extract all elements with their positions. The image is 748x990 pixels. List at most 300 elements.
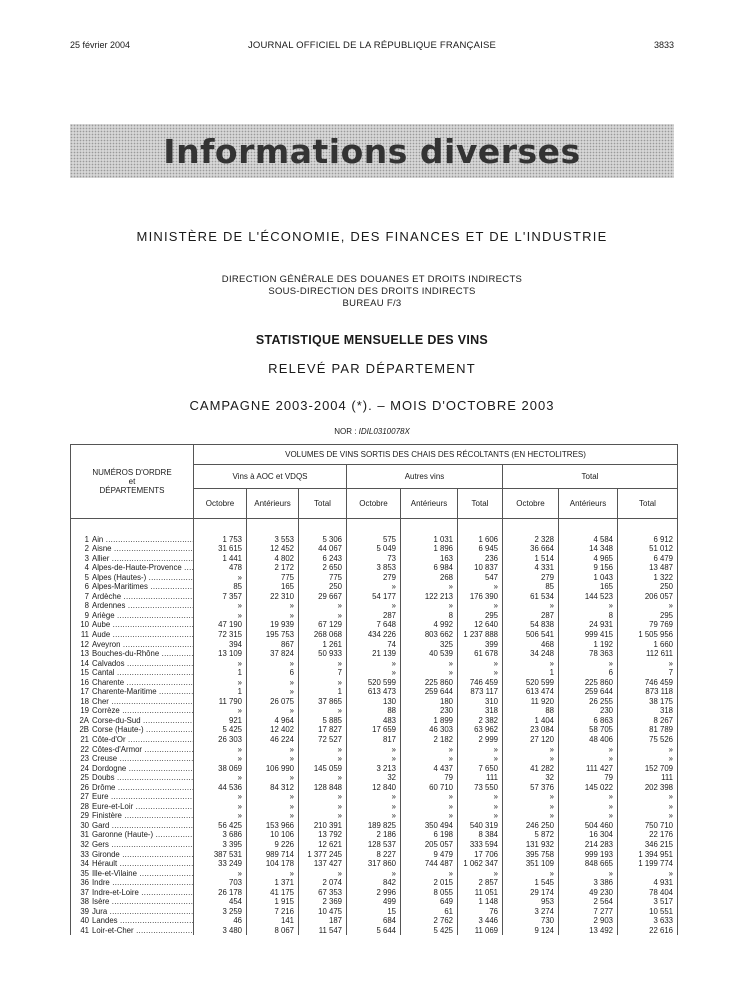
value-cell: 5 306 (299, 535, 347, 545)
department-name: Corse (Haute-) ..... (92, 725, 194, 734)
value-cell: » (503, 792, 559, 802)
value-cell: 29 174 (503, 888, 559, 898)
table-row (71, 802, 678, 812)
department-code: 16 (80, 677, 89, 687)
value-cell: 2 015 (401, 878, 458, 888)
department-name: Alpes (Hautes-) ..... (92, 573, 194, 582)
value-cell: » (247, 601, 299, 611)
value-cell: 12 621 (299, 840, 347, 850)
table-row (71, 544, 678, 554)
table-row (71, 659, 678, 669)
value-cell: 3 480 (194, 926, 247, 936)
value-cell: 79 (559, 773, 618, 783)
table-row (71, 706, 678, 716)
value-cell: 225 860 (401, 678, 458, 688)
value-cell: 5 049 (347, 544, 401, 554)
group-header-total: Total (503, 465, 678, 489)
department-name: Aude ..... (92, 630, 194, 639)
value-cell: » (503, 601, 559, 611)
value-cell: 24 931 (559, 620, 618, 630)
value-cell: » (458, 754, 503, 764)
subheader-total-octobre: Octobre (503, 489, 559, 519)
value-cell: » (559, 802, 618, 812)
value-cell: 4 931 (618, 878, 678, 888)
value-cell: 165 (559, 582, 618, 592)
table-row (71, 878, 678, 888)
corner-header (71, 445, 194, 519)
value-cell: 387 531 (194, 850, 247, 860)
table-row (71, 678, 678, 688)
value-cell: 79 769 (618, 620, 678, 630)
department-name: Aveyron ..... (92, 640, 194, 649)
value-cell: » (401, 754, 458, 764)
value-cell: 40 539 (401, 649, 458, 659)
department-code: 30 (80, 820, 89, 830)
value-cell: » (299, 869, 347, 879)
department-cell (71, 620, 194, 630)
value-cell: » (618, 792, 678, 802)
value-cell: 1 031 (401, 535, 458, 545)
value-cell: » (401, 601, 458, 611)
value-cell: 37 865 (299, 697, 347, 707)
value-cell: » (401, 811, 458, 821)
value-cell: » (194, 601, 247, 611)
value-cell: 61 678 (458, 649, 503, 659)
department-cell (71, 706, 194, 716)
value-cell: 36 664 (503, 544, 559, 554)
department-cell (71, 630, 194, 640)
table-row (71, 897, 678, 907)
value-cell: 141 (247, 916, 299, 926)
value-cell: 128 848 (299, 783, 347, 793)
department-cell (71, 907, 194, 917)
value-cell: 3 853 (347, 563, 401, 573)
value-cell: 333 594 (458, 840, 503, 850)
value-cell: 26 255 (559, 697, 618, 707)
department-name: Alpes-Maritimes ..... (92, 582, 194, 591)
department-cell (71, 601, 194, 611)
value-cell: 1 394 951 (618, 850, 678, 860)
value-cell: » (299, 773, 347, 783)
value-cell: 3 517 (618, 897, 678, 907)
department-code: 9 (84, 610, 89, 620)
value-cell: 21 139 (347, 649, 401, 659)
value-cell: 7 216 (247, 907, 299, 917)
department-code: 36 (80, 878, 89, 888)
table-row (71, 764, 678, 774)
value-cell: » (299, 706, 347, 716)
value-cell: 131 932 (503, 840, 559, 850)
value-cell: 23 084 (503, 725, 559, 735)
page-number: 3833 (653, 40, 674, 50)
value-cell: 3 386 (559, 878, 618, 888)
department-code: 2A (79, 715, 89, 725)
group-header-autres: Autres vins (347, 465, 503, 489)
department-cell (71, 821, 194, 831)
value-cell: 7 650 (458, 764, 503, 774)
value-cell: » (559, 745, 618, 755)
department-code: 14 (80, 658, 89, 668)
department-cell (71, 754, 194, 764)
value-cell: 6 863 (559, 716, 618, 726)
department-cell (71, 735, 194, 745)
value-cell: 1 404 (503, 716, 559, 726)
table-row (71, 725, 678, 735)
value-cell: 1 322 (618, 573, 678, 583)
department-code: 1 (84, 534, 89, 544)
section-banner (70, 124, 674, 178)
value-cell: 34 248 (503, 649, 559, 659)
value-cell: » (618, 659, 678, 669)
value-cell: » (618, 811, 678, 821)
value-cell: 1 545 (503, 878, 559, 888)
department-code: 41 (80, 925, 89, 935)
value-cell: 1 514 (503, 554, 559, 564)
value-cell: » (247, 745, 299, 755)
value-cell: 17 706 (458, 850, 503, 860)
department-cell (71, 830, 194, 840)
value-cell: 346 215 (618, 840, 678, 850)
department-name: Corrèze ..... (92, 706, 194, 715)
value-cell: » (503, 745, 559, 755)
department-code: 23 (80, 754, 89, 764)
value-cell: 26 178 (194, 888, 247, 898)
value-cell: » (347, 582, 401, 592)
value-cell: 246 250 (503, 821, 559, 831)
value-cell: 37 824 (247, 649, 299, 659)
department-cell (71, 554, 194, 564)
value-cell: 7 277 (559, 907, 618, 917)
subheader-aoc-octobre: Octobre (194, 489, 247, 519)
value-cell: 6 479 (618, 554, 678, 564)
value-cell: » (618, 869, 678, 879)
value-cell: 5 885 (299, 716, 347, 726)
value-cell: 47 190 (194, 620, 247, 630)
page-header (70, 40, 674, 54)
value-cell: 2 382 (458, 716, 503, 726)
value-cell: 4 331 (503, 563, 559, 573)
value-cell: 649 (401, 897, 458, 907)
value-cell: » (458, 792, 503, 802)
table-row (71, 783, 678, 793)
value-cell: 75 526 (618, 735, 678, 745)
value-cell: » (458, 582, 503, 592)
value-cell: 48 406 (559, 735, 618, 745)
value-cell: 504 460 (559, 821, 618, 831)
value-cell: 85 (194, 582, 247, 592)
value-cell: 74 (347, 640, 401, 650)
value-cell: 350 494 (401, 821, 458, 831)
value-cell: 6 945 (458, 544, 503, 554)
value-cell: 58 705 (559, 725, 618, 735)
department-cell (71, 926, 194, 936)
value-cell: 318 (458, 706, 503, 716)
value-cell: 1 192 (559, 640, 618, 650)
subheader-autres-octobre: Octobre (347, 489, 401, 519)
value-cell: 27 120 (503, 735, 559, 745)
value-cell: 60 710 (401, 783, 458, 793)
department-cell (71, 659, 194, 669)
value-cell: 873 118 (618, 687, 678, 697)
value-cell: » (247, 706, 299, 716)
value-cell: 78 404 (618, 888, 678, 898)
department-cell (71, 678, 194, 688)
department-cell (71, 611, 194, 621)
department-code: 2 (84, 544, 89, 554)
value-cell: 520 599 (503, 678, 559, 688)
department-code: 3 (84, 553, 89, 563)
department-cell (71, 745, 194, 755)
value-cell: 180 (401, 697, 458, 707)
value-cell: » (559, 601, 618, 611)
wine-statistics-table (70, 444, 678, 935)
department-cell (71, 859, 194, 869)
value-cell: 1 261 (299, 640, 347, 650)
value-cell: 540 319 (458, 821, 503, 831)
department-cell (71, 840, 194, 850)
value-cell: 2 996 (347, 888, 401, 898)
table-row (71, 649, 678, 659)
value-cell: » (299, 601, 347, 611)
value-cell: » (194, 706, 247, 716)
department-code: 2B (79, 725, 89, 735)
department-cell (71, 687, 194, 697)
department-name: Calvados ..... (92, 659, 194, 668)
department-cell (71, 869, 194, 879)
value-cell: » (194, 659, 247, 669)
value-cell: 1 915 (247, 897, 299, 907)
value-cell: 250 (618, 582, 678, 592)
value-cell: 130 (347, 697, 401, 707)
subheader-autres-anterieurs: Antérieurs (401, 489, 458, 519)
department-name: Jura ..... (92, 907, 194, 916)
value-cell: » (458, 601, 503, 611)
value-cell: 187 (299, 916, 347, 926)
value-cell: 14 348 (559, 544, 618, 554)
value-cell: 5 872 (503, 830, 559, 840)
department-name: Charente-Maritime ..... (92, 687, 194, 696)
department-code: 6 (84, 582, 89, 592)
value-cell: 989 714 (247, 850, 299, 860)
value-cell: 8 267 (618, 716, 678, 726)
value-cell: 395 758 (503, 850, 559, 860)
value-cell: 12 452 (247, 544, 299, 554)
table-row (71, 926, 678, 936)
value-cell: 5 425 (401, 926, 458, 936)
value-cell: 1 753 (194, 535, 247, 545)
value-cell: 268 068 (299, 630, 347, 640)
value-cell: » (194, 573, 247, 583)
table-row (71, 563, 678, 573)
table-row (71, 573, 678, 583)
direction-block (70, 274, 674, 310)
department-code: 31 (80, 830, 89, 840)
value-cell: 11 547 (299, 926, 347, 936)
department-code: 5 (84, 572, 89, 582)
value-cell: 4 965 (559, 554, 618, 564)
value-cell: 1 505 956 (618, 630, 678, 640)
department-cell (71, 563, 194, 573)
value-cell: 214 283 (559, 840, 618, 850)
value-cell: 29 667 (299, 592, 347, 602)
department-code: 39 (80, 906, 89, 916)
value-cell: 547 (458, 573, 503, 583)
value-cell: » (401, 802, 458, 812)
table-row (71, 773, 678, 783)
value-cell: 46 (194, 916, 247, 926)
value-cell: 202 398 (618, 783, 678, 793)
value-cell: 4 992 (401, 620, 458, 630)
nor-label: NOR : (334, 427, 357, 436)
value-cell: 15 (347, 907, 401, 917)
value-cell: 351 109 (503, 859, 559, 869)
value-cell: 2 650 (299, 563, 347, 573)
statistics-title: STATISTIQUE MENSUELLE DES VINS (255, 333, 489, 347)
table-row (71, 907, 678, 917)
department-name: Bouches-du-Rhône ..... (92, 649, 194, 658)
department-name: Ariège ..... (92, 611, 194, 620)
value-cell: » (247, 869, 299, 879)
value-cell: 295 (458, 611, 503, 621)
value-cell: 259 644 (559, 687, 618, 697)
department-name: Ardennes ..... (92, 601, 194, 610)
value-cell: 78 363 (559, 649, 618, 659)
table-row (71, 716, 678, 726)
value-cell: 2 564 (559, 897, 618, 907)
department-code: 7 (84, 591, 89, 601)
value-cell: » (559, 792, 618, 802)
department-cell (71, 697, 194, 707)
value-cell: 2 172 (247, 563, 299, 573)
value-cell: 703 (194, 878, 247, 888)
value-cell: 3 686 (194, 830, 247, 840)
direction-line-3: BUREAU F/3 (342, 298, 402, 309)
subheader-autres-total: Total (458, 489, 503, 519)
subheader-aoc-total: Total (299, 489, 347, 519)
value-cell: » (247, 754, 299, 764)
department-name: Finistère ..... (92, 811, 194, 820)
department-name: Drôme ..... (92, 783, 194, 792)
value-cell: 250 (299, 582, 347, 592)
value-cell: 1 043 (559, 573, 618, 583)
value-cell: 137 427 (299, 859, 347, 869)
value-cell: » (618, 802, 678, 812)
value-cell: 4 437 (401, 764, 458, 774)
department-cell (71, 640, 194, 650)
value-cell: » (299, 745, 347, 755)
subheader-total-total: Total (618, 489, 678, 519)
department-name: Cher ..... (92, 697, 194, 706)
department-name: Gers ..... (92, 840, 194, 849)
publication-date: 25 février 2004 (70, 40, 131, 50)
department-cell (71, 878, 194, 888)
value-cell: » (247, 773, 299, 783)
department-name: Ille-et-Vilaine ..... (92, 869, 194, 878)
value-cell: » (299, 754, 347, 764)
department-code: 19 (80, 706, 89, 716)
nor-reference (70, 427, 674, 436)
value-cell: 38 069 (194, 764, 247, 774)
department-code: 35 (80, 868, 89, 878)
department-code: 27 (80, 792, 89, 802)
department-cell (71, 582, 194, 592)
value-cell: 32 (347, 773, 401, 783)
table-row (71, 554, 678, 564)
value-cell: » (247, 659, 299, 669)
value-cell: 106 990 (247, 764, 299, 774)
value-cell: » (347, 659, 401, 669)
value-cell: » (194, 611, 247, 621)
department-cell (71, 649, 194, 659)
value-cell: 575 (347, 535, 401, 545)
value-cell: 295 (618, 611, 678, 621)
direction-line-2: SOUS-DIRECTION DES DROITS INDIRECTS (268, 286, 476, 297)
direction-line-1: DIRECTION GÉNÉRALE DES DOUANES ET DROITS INDIRECTS (221, 274, 523, 285)
value-cell: 3 274 (503, 907, 559, 917)
value-cell: 803 662 (401, 630, 458, 640)
value-cell: 165 (247, 582, 299, 592)
value-cell: » (347, 792, 401, 802)
department-name: Garonne (Haute-) ..... (92, 830, 194, 839)
value-cell: 921 (194, 716, 247, 726)
department-code: 32 (80, 840, 89, 849)
nor-code: IDIL0310078X (358, 427, 410, 436)
department-code: 26 (80, 782, 89, 792)
value-cell: » (299, 792, 347, 802)
value-cell: 454 (194, 897, 247, 907)
value-cell: 85 (503, 582, 559, 592)
value-cell: 112 611 (618, 649, 678, 659)
value-cell: 1 896 (401, 544, 458, 554)
value-cell: 953 (503, 897, 559, 907)
value-cell: » (347, 802, 401, 812)
table-row (71, 640, 678, 650)
value-cell: 81 789 (618, 725, 678, 735)
value-cell: 46 224 (247, 735, 299, 745)
value-cell: 11 790 (194, 697, 247, 707)
value-cell: 22 616 (618, 926, 678, 936)
department-code: 17 (80, 687, 89, 697)
value-cell: » (194, 792, 247, 802)
value-cell: 817 (347, 735, 401, 745)
value-cell: 394 (194, 640, 247, 650)
department-code: 13 (80, 649, 89, 659)
value-cell: » (247, 811, 299, 821)
value-cell: 1 377 245 (299, 850, 347, 860)
value-cell: 67 129 (299, 620, 347, 630)
value-cell: » (559, 659, 618, 669)
value-cell: » (458, 668, 503, 678)
value-cell: 2 328 (503, 535, 559, 545)
value-cell: 44 536 (194, 783, 247, 793)
value-cell: 317 860 (347, 859, 401, 869)
value-cell: 11 051 (458, 888, 503, 898)
value-cell: » (503, 802, 559, 812)
value-cell: 8 055 (401, 888, 458, 898)
group-header-aoc: Vins à AOC et VDQS (194, 465, 347, 489)
table-row (71, 811, 678, 821)
value-cell: 520 599 (347, 678, 401, 688)
department-cell (71, 916, 194, 926)
department-name: Indre-et-Loire ..... (92, 888, 194, 897)
value-cell: 2 074 (299, 878, 347, 888)
value-cell: 2 999 (458, 735, 503, 745)
value-cell: » (559, 811, 618, 821)
value-cell: 6 984 (401, 563, 458, 573)
value-cell: 13 487 (618, 563, 678, 573)
value-cell: 10 106 (247, 830, 299, 840)
value-cell: 32 (503, 773, 559, 783)
